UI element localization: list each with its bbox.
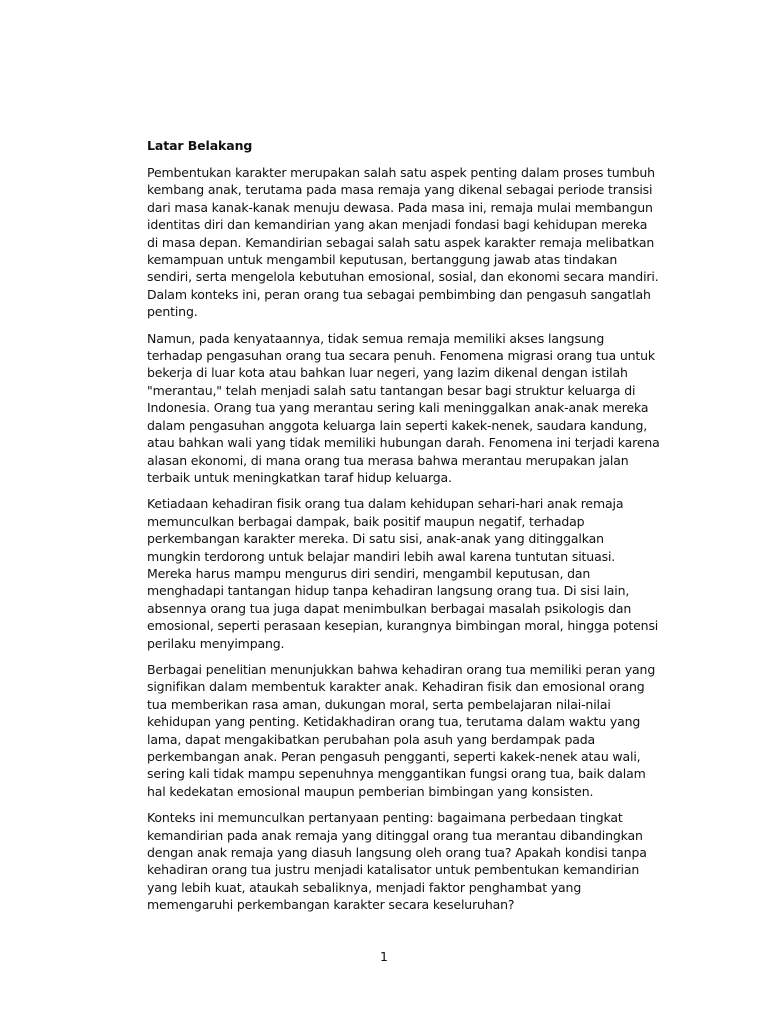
section-heading: Latar Belakang [147, 138, 253, 153]
paragraph-4: Berbagai penelitian menunjukkan bahwa kehadiran orang tua memiliki peran yang signifikan dalam membentuk karakter anak. Kehadiran fisik dan emosional orang tua memberikan rasa aman, dukungan moral, serta pembelajaran nilai-nilai kehidupan yang penting. Ketidakhadiran orang tua, terutama dalam waktu yang lama, dapat mengakibatkan perubahan pola asuh yang berdampak pada perkembangan anak. Peran pengasuh pengganti, seperti kakek-nenek atau wali, sering kali tidak mampu sepenuhnya menggantikan fungsi orang tua, baik dalam hal kedekatan emosional maupun pemberian bimbingan yang konsisten. [147, 661, 656, 799]
page-number: 1 [380, 949, 388, 964]
paragraph-5: Konteks ini memunculkan pertanyaan penting: bagaimana perbedaan tingkat kemandirian pada anak remaja yang ditinggal orang tua merantau dibandingkan dengan anak remaja yang diasuh langsung oleh orang tua? Apakah kondisi tanpa kehadiran orang tua justru menjadi katalisator untuk pembentukan kemandirian yang lebih kuat, ataukah sebaliknya, menjadi faktor penghambat yang memengaruhi perkembangan karakter secara keseluruhan? [147, 810, 647, 913]
document-body [147, 137, 661, 923]
paragraph-2: Namun, pada kenyataannya, tidak semua remaja memiliki akses langsung terhadap pengasuhan orang tua secara penuh. Fenomena migrasi orang tua untuk bekerja di luar kota atau bahkan luar negeri, yang lazim dikenal dengan istilah "merantau," telah menjadi salah satu tantangan besar bagi struktur keluarga di Indonesia. Orang tua yang merantau sering kali meninggalkan anak-anak mereka dalam pengasuhan anggota keluarga lain seperti kakek-nenek, saudara kandung, atau bahkan wali yang tidak memiliki hubungan darah. Fenomena ini terjadi karena alasan ekonomi, di mana orang tua merasa bahwa merantau merupakan jalan terbaik untuk meningkatkan taraf hidup keluarga. [147, 330, 660, 485]
paragraph-3: Ketiadaan kehadiran fisik orang tua dalam kehidupan sehari-hari anak remaja memunculkan berbagai dampak, baik positif maupun negatif, terhadap perkembangan karakter mereka. Di satu sisi, anak-anak yang ditinggalkan mungkin terdorong untuk belajar mandiri lebih awal karena tuntutan situasi. Mereka harus mampu mengurus diri sendiri, mengambil keputusan, dan menghadapi tantangan hidup tanpa kehadiran langsung orang tua. Di sisi lain, absennya orang tua juga dapat menimbulkan berbagai masalah psikologis dan emosional, seperti perasaan kesepian, kurangnya bimbingan moral, hingga potensi perilaku menyimpang. [147, 496, 659, 651]
paragraph-1: Pembentukan karakter merupakan salah satu aspek penting dalam proses tumbuh kembang anak, terutama pada masa remaja yang dikenal sebagai periode transisi dari masa kanak-kanak menuju dewasa. Pada masa ini, remaja mulai membangun identitas diri dan kemandirian yang akan menjadi fondasi bagi kehidupan mereka di masa depan. Kemandirian sebagai salah satu aspek karakter remaja melibatkan kemampuan untuk mengambil keputusan, bertanggung jawab atas tindakan sendiri, serta mengelola kebutuhan emosional, sosial, dan ekonomi secara mandiri. Dalam konteks ini, peran orang tua sebagai pembimbing dan pengasuh sangatlah penting. [147, 165, 659, 320]
